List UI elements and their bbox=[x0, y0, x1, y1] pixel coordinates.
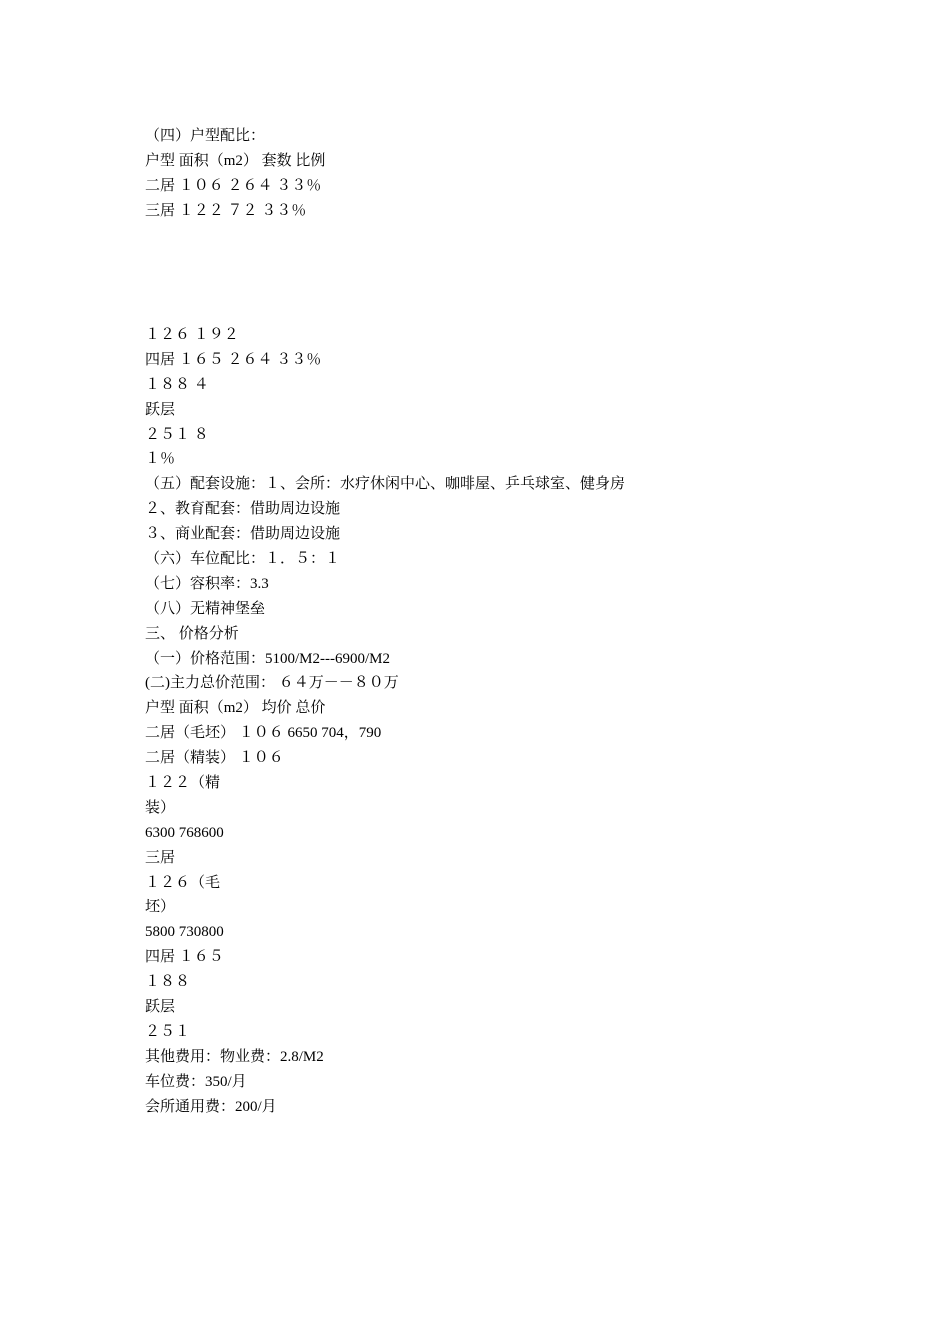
text-line: ２５１ bbox=[145, 1023, 191, 1040]
text-line: 5800 730800 bbox=[145, 924, 224, 941]
text-line: 四居 １６５ ２６４ ３３％ bbox=[145, 351, 322, 368]
text-line: 户型 面积（m2） 套数 比例 bbox=[145, 152, 326, 169]
text-line: １２６（毛 bbox=[145, 874, 221, 891]
text-line: （八）无精神堡垒 bbox=[145, 600, 266, 617]
text-line: 车位费：350/月 bbox=[145, 1073, 247, 1090]
text-line: ２、教育配套：借助周边设施 bbox=[145, 501, 341, 518]
text-line: ３、商业配套：借助周边设施 bbox=[145, 526, 341, 543]
text-line: （五）配套设施：１、会所：水疗休闲中心、咖啡屋、乒乓球室、健身房 bbox=[145, 476, 626, 493]
details-section bbox=[145, 323, 845, 1120]
text-line: （七）容积率：3.3 bbox=[145, 575, 269, 592]
text-line: 三、 价格分析 bbox=[145, 625, 239, 642]
text-line: 二居 １０６ ２６４ ３３％ bbox=[145, 177, 322, 194]
text-line: 6300 768600 bbox=[145, 824, 224, 841]
text-line: 跃层 bbox=[145, 999, 176, 1016]
text-line: １％ bbox=[145, 451, 176, 468]
unit-ratio-section bbox=[145, 124, 845, 224]
text-line: 会所通用费：200/月 bbox=[145, 1098, 277, 1115]
text-line: 其他费用：物业费：2.8/M2 bbox=[145, 1048, 324, 1065]
text-line: （一）价格范围：5100/M2---6900/M2 bbox=[145, 650, 390, 667]
text-line: ２５１ ８ bbox=[145, 426, 209, 443]
text-line: 三居 bbox=[145, 849, 176, 866]
text-line: 二居（毛坯） １０６ 6650 704，790 bbox=[145, 725, 382, 742]
text-line: 户型 面积（m2） 均价 总价 bbox=[145, 700, 326, 717]
text-line: １２６ １９２ bbox=[145, 327, 239, 343]
text-line: １８８ ４ bbox=[145, 376, 209, 393]
text-line: 二居（精装） １０６ bbox=[145, 750, 284, 767]
text-line: 四居 １６５ bbox=[145, 949, 224, 966]
text-line: (二)主力总价范围： ６４万－－８０万 bbox=[145, 675, 399, 692]
text-line: １２２（精 bbox=[145, 775, 221, 792]
text-line: １８８ bbox=[145, 974, 191, 991]
text-line: （四）户型配比： bbox=[145, 128, 266, 144]
text-line: （六）车位配比：１．５：１ bbox=[145, 551, 341, 568]
text-line: 三居 １２２ ７２ ３３％ bbox=[145, 202, 307, 219]
text-line: 坯） bbox=[145, 899, 176, 916]
text-line: 跃层 bbox=[145, 401, 176, 418]
text-line: 装） bbox=[145, 799, 176, 816]
